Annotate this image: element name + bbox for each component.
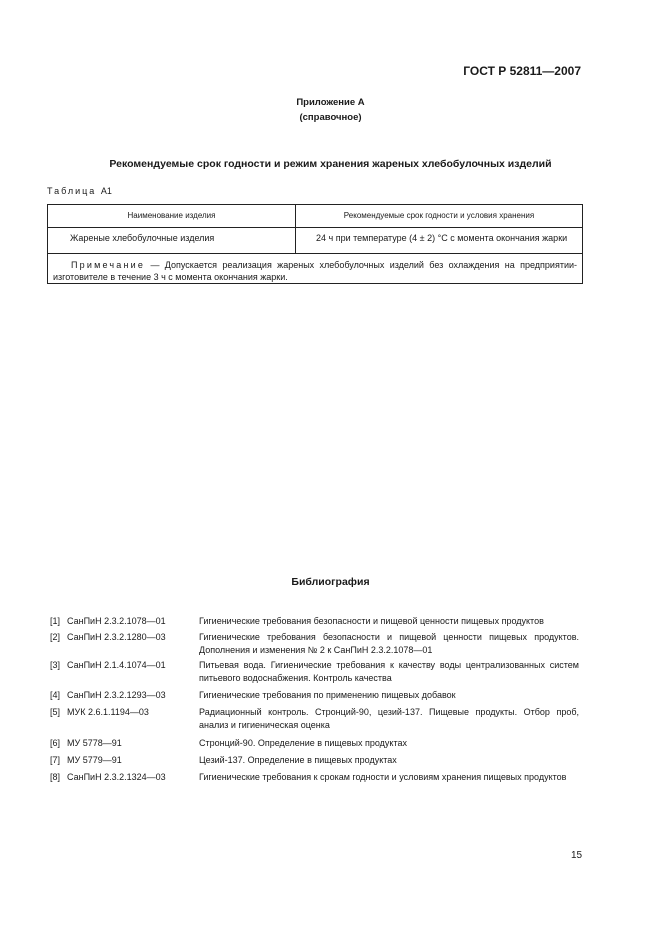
bibliography-item-number: [1] <box>50 616 61 626</box>
bibliography-item-number: [8] <box>50 772 61 782</box>
bibliography-item-text: Гигиенические требования к срокам годности и условиям хранения пищевых продуктов <box>199 772 567 782</box>
table-label-number: А1 <box>100 186 112 196</box>
bibliography-item-code: МУК 2.6.1.1194—03 <box>67 707 149 717</box>
table-cell-product: Жареные хлебобулочные изделия <box>70 233 215 243</box>
table-label-word: Таблица <box>47 186 97 196</box>
page-number: 15 <box>571 850 583 861</box>
bibliography-item-text: Гигиенические требования по применению пищевых добавок <box>199 690 456 700</box>
bibliography-item-text: Радиационный контроль. Стронций-90, цезий-137. Пищевые продукты. Отбор проб, анализ и гигиеническая оценка <box>199 707 579 730</box>
bibliography-item-code: СанПиН 2.3.2.1078—01 <box>67 616 166 626</box>
bibliography-item-number: [4] <box>50 690 61 700</box>
bibliography-item-number: [5] <box>50 707 61 717</box>
table-header-product: Наименование изделия <box>127 211 216 220</box>
bibliography-title: Библиография <box>291 576 370 588</box>
bibliography-item-text: Гигиенические требования безопасности и пищевой ценности пищевых продуктов. Дополнения и изменения № 2 к СанПиН 2.3.2.1078—01 <box>199 632 579 655</box>
section-title: Рекомендуемые срок годности и режим хранения жареных хлебобулочных изделий <box>109 158 552 170</box>
bibliography-item-text: Гигиенические требования безопасности и пищевой ценности пищевых продуктов <box>199 616 544 626</box>
table-label <box>47 186 112 196</box>
storage-table <box>47 204 583 284</box>
appendix-title: Приложение А <box>296 97 365 108</box>
bibliography-item-code: СанПиН 2.1.4.1074—01 <box>67 660 166 670</box>
bibliography-item-code: СанПиН 2.3.2.1324—03 <box>67 772 166 782</box>
appendix-heading <box>0 95 661 125</box>
document-code: ГОСТ Р 52811—2007 <box>463 64 581 78</box>
table-header-divider <box>48 227 582 228</box>
bibliography-item-number: [6] <box>50 738 61 748</box>
bibliography-item-code: МУ 5778—91 <box>67 738 122 748</box>
table-note-text: — Допускается реализация жареных хлебобулочных изделий без охлаждения на предприятии-изготовителе в течение 3 ч с момента окончания жарки. <box>53 260 577 282</box>
bibliography-item-text: Цезий-137. Определение в пищевых продуктах <box>199 755 397 765</box>
table-header-storage: Рекомендуемые срок годности и условия хранения <box>343 211 535 220</box>
bibliography-item-code: СанПиН 2.3.2.1293—03 <box>67 690 166 700</box>
table-cell-storage: 24 ч при температуре (4 ± 2) °С с момента окончания жарки <box>316 233 568 243</box>
appendix-subtitle: (справочное) <box>299 112 362 123</box>
bibliography-item-number: [3] <box>50 660 61 670</box>
bibliography-item-text: Питьевая вода. Гигиенические требования к качеству воды централизованных систем питьевого водоснабжения. Контроль качества <box>199 660 579 683</box>
bibliography-item-text: Стронций-90. Определение в пищевых продуктах <box>199 738 407 748</box>
table-note-label: Примечание <box>71 260 146 270</box>
bibliography-item-code: МУ 5779—91 <box>67 755 122 765</box>
bibliography-item-number: [2] <box>50 632 61 642</box>
bibliography-item-code: СанПиН 2.3.2.1280—03 <box>67 632 166 642</box>
table-note-divider <box>48 253 582 254</box>
table-note <box>53 259 577 283</box>
bibliography-item-number: [7] <box>50 755 61 765</box>
